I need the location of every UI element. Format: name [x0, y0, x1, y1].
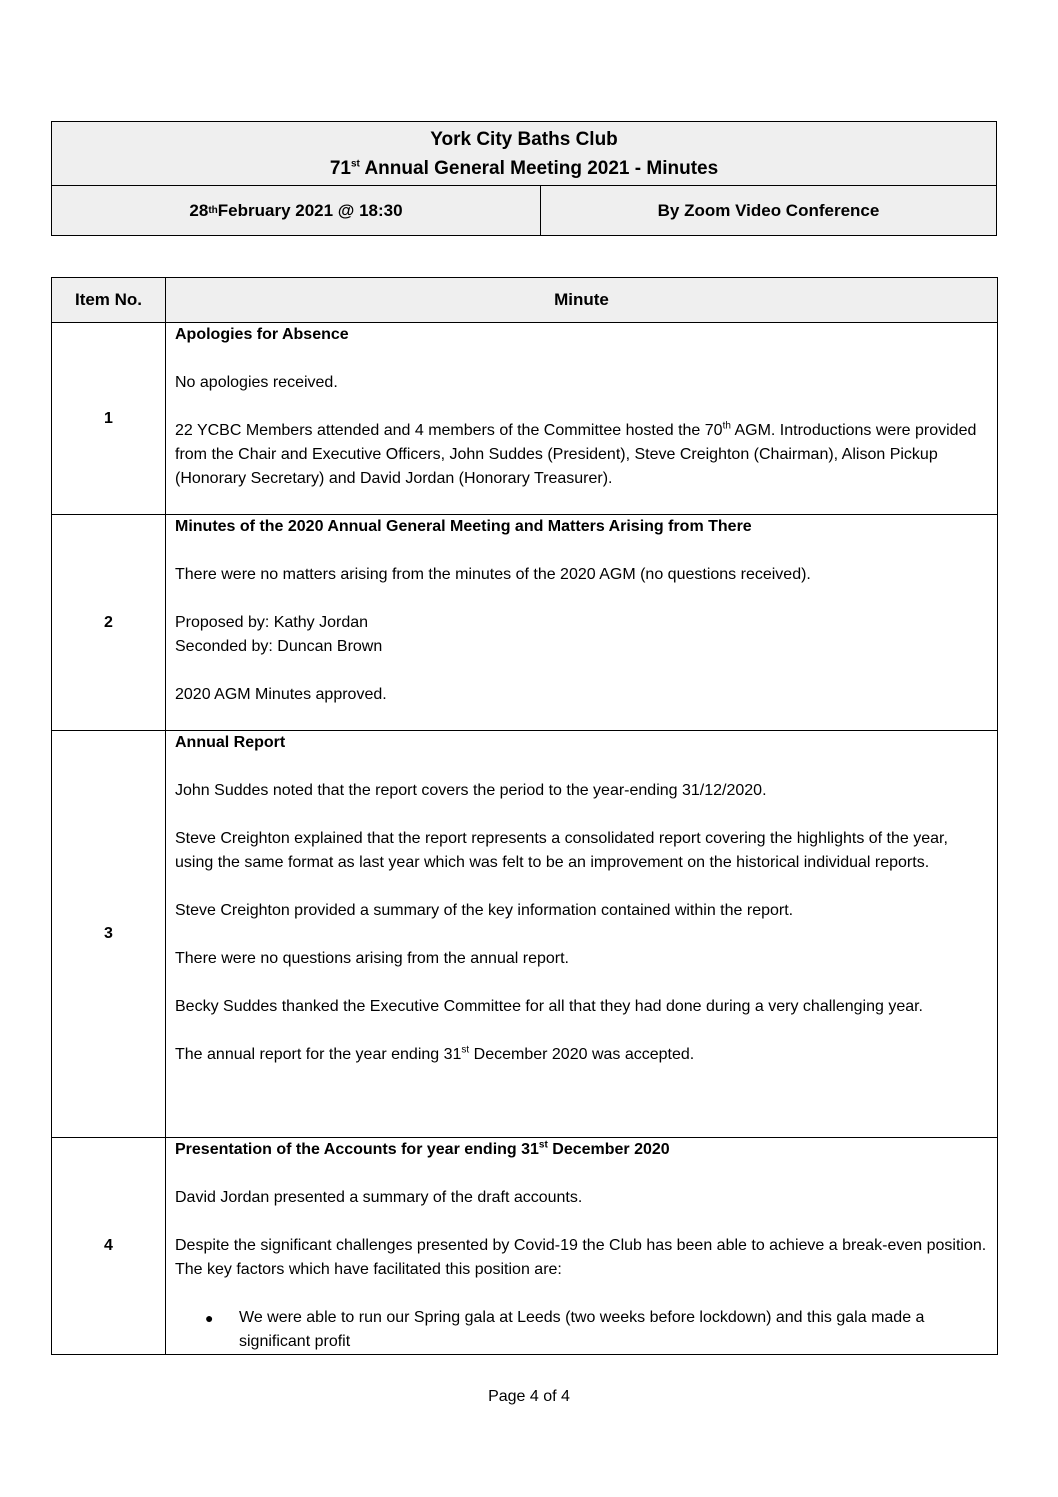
minute-sup: th	[722, 420, 731, 432]
meeting-number: 71	[329, 158, 351, 179]
meeting-title	[52, 122, 996, 186]
heading-text: Presentation of the Accounts for year ending 31	[175, 1141, 539, 1158]
page-number: Page 4 of 4	[488, 1388, 570, 1405]
table-header-row	[52, 278, 998, 323]
minute-cell	[166, 323, 998, 515]
minutes-table	[51, 277, 998, 1355]
minute-text: AGM. Introductions were provided from the Chair and Executive Officers, John Suddes (President), Steve Creighton (Chairman), Alison Pickup (Honorary Secretary) and David Jordan (Honorary Treasurer).	[175, 422, 977, 487]
table-row	[52, 323, 998, 515]
minute-cell	[166, 731, 998, 1138]
bullet-list	[175, 1306, 989, 1354]
col-item-header: Item No.	[52, 278, 166, 323]
minute-text: The annual report for the year ending 31	[175, 1046, 462, 1063]
minute-cell	[166, 1138, 998, 1355]
table-row	[52, 731, 998, 1138]
minute-paragraph: No apologies received.	[175, 374, 338, 391]
minute-paragraph: Becky Suddes thanked the Executive Committee for all that they had done during a very challenging year.	[175, 998, 923, 1015]
minute-text: 22 YCBC Members attended and 4 members of the Committee hosted the 70	[175, 422, 723, 439]
minute-paragraph: Despite the significant challenges presented by Covid-19 the Club has been able to achieve a break-even position. The key factors which have facilitated this position are:	[175, 1237, 987, 1278]
col-minute-header: Minute	[166, 278, 998, 323]
minute-paragraph: John Suddes noted that the report covers the period to the year-ending 31/12/2020.	[175, 782, 767, 799]
heading-sup: st	[538, 1139, 548, 1151]
minute-text: December 2020 was accepted.	[469, 1046, 695, 1063]
minute-paragraph: David Jordan presented a summary of the draft accounts.	[175, 1189, 583, 1206]
bullet-icon: ●	[205, 1310, 214, 1326]
club-name: York City Baths Club	[430, 129, 618, 150]
list-item	[205, 1306, 989, 1354]
meeting-venue: By Zoom Video Conference	[541, 186, 996, 235]
item-number: 1	[52, 323, 166, 515]
minute-sup: st	[461, 1044, 470, 1056]
minute-paragraph: There were no questions arising from the annual report.	[175, 950, 569, 967]
meeting-header	[51, 121, 997, 236]
meeting-name-text: Annual General Meeting 2021 - Minutes	[359, 158, 719, 179]
meeting-date: 28 th February 2021 @ 18:30	[52, 186, 541, 235]
minute-paragraph: 2020 AGM Minutes approved.	[175, 686, 387, 703]
item-heading: Minutes of the 2020 Annual General Meeting and Matters Arising from There	[175, 518, 752, 535]
meeting-details	[52, 186, 996, 235]
minute-paragraph: Proposed by: Kathy Jordan	[175, 614, 369, 631]
table-row	[52, 515, 998, 731]
item-number: 2	[52, 515, 166, 731]
date-rest: February 2021 @ 18:30	[217, 200, 403, 220]
minute-paragraph	[175, 419, 989, 491]
minute-paragraph	[175, 1043, 989, 1067]
list-item-text: We were able to run our Spring gala at Leeds (two weeks before lockdown) and this gala made a significant profit	[239, 1309, 925, 1350]
minute-paragraph: Steve Creighton explained that the report represents a consolidated report covering the highlights of the year, using the same format as last year which was felt to be an improvement on the historical individual reports.	[175, 830, 948, 871]
minute-cell	[166, 515, 998, 731]
minute-paragraph: Steve Creighton provided a summary of the key information contained within the report.	[175, 902, 794, 919]
item-number: 4	[52, 1138, 166, 1355]
item-heading	[175, 1138, 989, 1162]
meeting-number-sup: st	[350, 158, 360, 170]
item-heading: Annual Report	[175, 734, 286, 751]
meeting-name	[52, 154, 996, 183]
minute-paragraph: Seconded by: Duncan Brown	[175, 638, 383, 655]
date-day: 28	[189, 200, 209, 220]
item-number: 3	[52, 731, 166, 1138]
heading-text: December 2020	[547, 1141, 670, 1158]
table-row	[52, 1138, 998, 1355]
minute-paragraph: There were no matters arising from the minutes of the 2020 AGM (no questions received).	[175, 566, 811, 583]
item-heading: Apologies for Absence	[175, 326, 349, 343]
